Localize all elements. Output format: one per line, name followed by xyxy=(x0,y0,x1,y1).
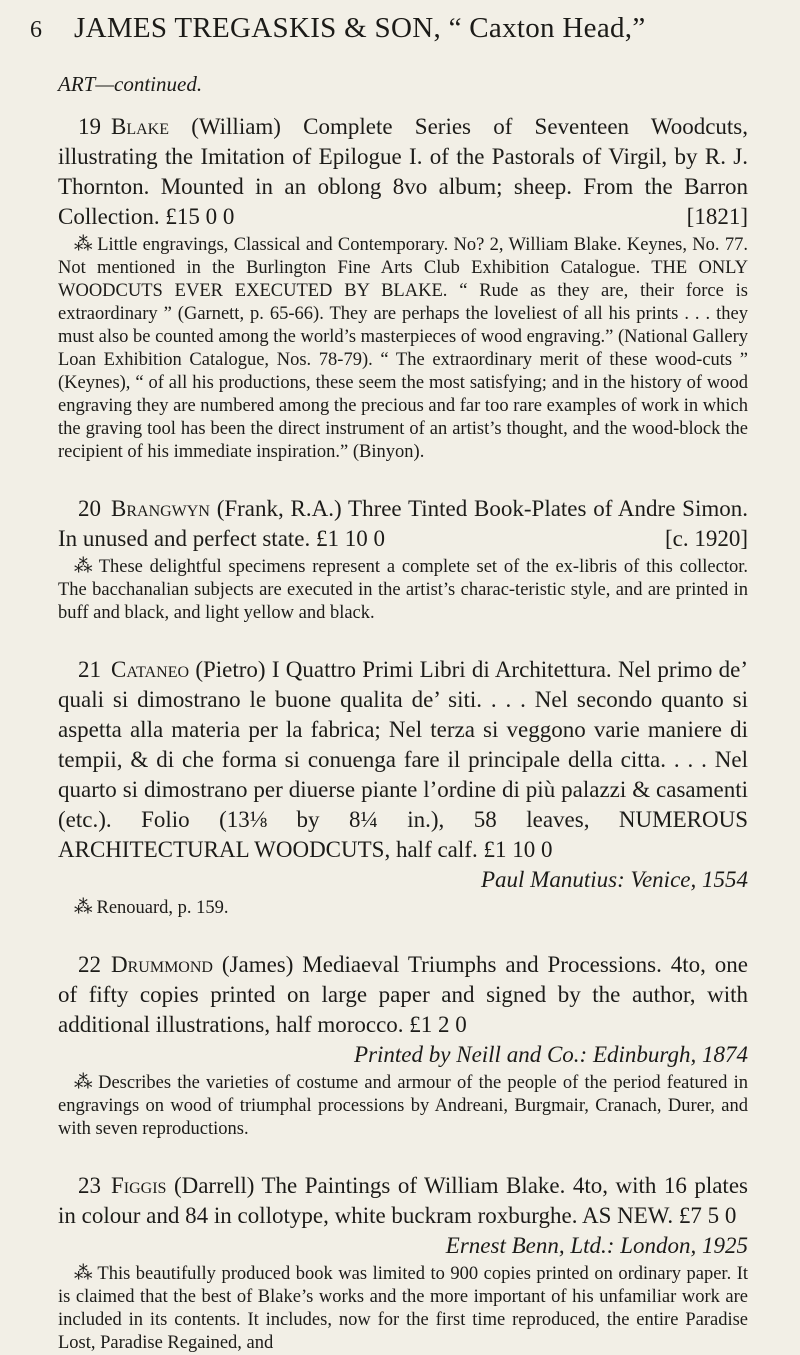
entry-note xyxy=(58,556,748,625)
header-title: JAMES TREGASKIS & SON, “ Caxton Head,” xyxy=(74,12,646,44)
entry-description xyxy=(58,494,748,554)
entry-author: Drummond xyxy=(111,952,213,977)
entry-list xyxy=(58,112,748,1355)
entry-author: Brangwyn xyxy=(111,496,210,521)
asterism-icon: ⁂ xyxy=(74,557,95,577)
entry-note xyxy=(58,897,748,920)
entry-note-text: These delightful specimens represent a complete set of the ex-libris of this collector. The bacchanalian subjects are executed in the artist’s charac-teristic style, and are printed in buff and black, and light yellow and black. xyxy=(58,557,748,623)
entry-description xyxy=(58,655,748,865)
asterism-icon: ⁂ xyxy=(74,1073,95,1093)
section-title: ART—continued. xyxy=(58,72,203,96)
entry-text: (James) Mediaeval Triumphs and Processions. 4to, one of fifty copies printed on large paper and signed by the author, with additional illustrations, half morocco. £1 2 0 xyxy=(58,952,748,1037)
entry-number: 20 xyxy=(78,496,101,521)
asterism-icon: ⁂ xyxy=(74,1264,94,1284)
page-number: 6 xyxy=(30,17,43,43)
entry-note xyxy=(58,1072,748,1141)
entry-imprint: Paul Manutius: Venice, 1554 xyxy=(480,867,748,892)
entry-note-text: This beautifully produced book was limited to 900 copies printed on ordinary paper. It is claimed that the best of Blake’s works and the more important of his unfamiliar work are included in its contents. It includes, now for the first time reproduced, the entire Paradise Lost, Paradise Regained, and xyxy=(58,1264,749,1353)
entry-author: Cataneo xyxy=(111,657,190,682)
entry-number: 19 xyxy=(78,114,101,139)
entry-text: (Pietro) I Quattro Primi Libri di Architettura. Nel primo de’ quali si dimostrano le buone qualita de’ siti. . . . Nel secondo quanto si aspetta alla materia per la fabrica; Nel terza si veggono varie maniere di tempii, & di che forma si conuenga fare il principale della citta. . . . Nel quarto si dimostrano per diuerse piante l’ordine di più palazzi & casamenti (etc.). Folio (13⅛ by 8¼ in.), 58 leaves, NUMEROUS ARCHITECTURAL WOODCUTS, half calf. £1 10 0 xyxy=(58,657,748,862)
catalogue-entry xyxy=(58,112,748,464)
entry-note-text: Little engravings, Classical and Contemporary. No? 2, William Blake. Keynes, No. 77. Not mentioned in the Burlington Fine Arts Club Exhibition Catalogue. THE ONLY WOODCUTS EVER EXECUTED BY BLAKE. “ Rude as they are, their force is extraordinary ” (Garnett, p. 65-66). They are perhaps the loveliest of all his prints . . . they must also be counted among the world’s masterpieces of wood engraving.” (National Gallery Loan Exhibition Catalogue, Nos. 78-79). “ The extraordinary merit of these wood-cuts ” (Keynes), “ of all his productions, these seem the most satisfying; and in the history of wood engraving they are numbered among the precious and far too rare examples of work in which the graving tool has been the direct instrument of an artist’s thought, and the wood-block the recipient of his immediate inspiration.” (Binyon). xyxy=(58,235,749,462)
entry-note xyxy=(58,1263,748,1355)
entry-year: [c. 1920] xyxy=(664,526,748,551)
entry-text: (William) Complete Series of Seventeen Woodcuts, illustrating the Imitation of Epilogue I. of the Pastorals of Virgil, by R. J. Thornton. Mounted in an oblong 8vo album; sheep. From the Barron Collection. £15 0 0 xyxy=(58,114,749,229)
entry-year: [1821] xyxy=(686,204,748,229)
entry-description xyxy=(58,1171,748,1231)
entry-number: 21 xyxy=(78,657,101,682)
entry-imprint: Printed by Neill and Co.: Edinburgh, 1874 xyxy=(354,1042,748,1067)
entry-imprint: Ernest Benn, Ltd.: London, 1925 xyxy=(445,1233,748,1258)
asterism-icon: ⁂ xyxy=(74,235,94,255)
entry-description xyxy=(58,950,748,1040)
entry-number: 22 xyxy=(78,952,101,977)
entry-note xyxy=(58,234,748,464)
entry-author: Figgis xyxy=(111,1173,167,1198)
catalogue-entry xyxy=(58,494,748,625)
entry-number: 23 xyxy=(78,1173,101,1198)
catalogue-entry xyxy=(58,1171,748,1355)
asterism-icon: ⁂ xyxy=(74,898,93,918)
running-header xyxy=(30,8,748,50)
catalogue-entry xyxy=(58,950,748,1141)
entry-text: (Frank, R.A.) Three Tinted Book-Plates of Andre Simon. In unused and perfect state. £1 10 0 xyxy=(58,496,749,551)
entry-note-text: Describes the varieties of costume and armour of the people of the period featured in engravings on wood of triumphal processions by Andreani, Burgmair, Cranach, Durer, and with seven reproductions. xyxy=(58,1073,748,1139)
entry-author: Blake xyxy=(111,114,169,139)
catalogue-entry xyxy=(58,655,748,920)
entry-text: (Darrell) The Paintings of William Blake. 4to, with 16 plates in colour and 84 in collotype, white buckram roxburghe. AS NEW. £7 5 0 xyxy=(58,1173,748,1228)
entry-description xyxy=(58,112,748,232)
entry-note-text: Renouard, p. 159. xyxy=(96,898,229,918)
